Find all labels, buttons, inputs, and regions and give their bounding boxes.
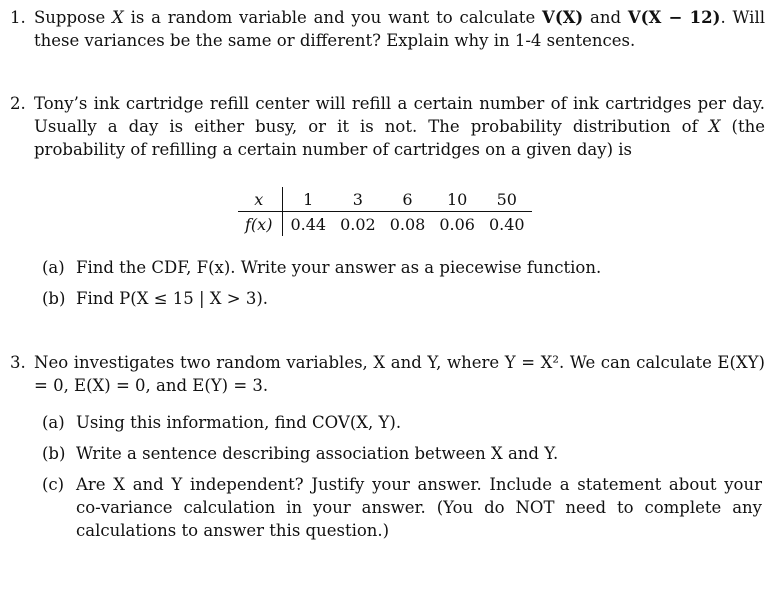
x-value: 1 (283, 187, 333, 212)
question-1-text (34, 6, 765, 52)
question-3-number: 3. (10, 353, 26, 372)
table-row-fx (238, 212, 532, 237)
part-label: (a) (42, 258, 65, 277)
question-3-part-c (42, 473, 762, 542)
part-text: Are X and Y independent? Justify your answer. Include a statement about your co-variance calculation in your answer. (You do NOT need to complete any calculations to answer this question.) (76, 475, 762, 540)
question-3-part-b (42, 442, 762, 465)
q1-text-4: . Will these variances be the same or different? Explain why in 1-4 sentences. (34, 8, 766, 50)
question-1-number: 1. (10, 8, 26, 27)
probability-table (238, 187, 532, 236)
x-value: 6 (383, 187, 433, 212)
x-value: 3 (333, 187, 383, 212)
question-3-text: Neo investigates two random variables, X and Y, where Y = X². We can calculate E(XY) = 0, E(X) = 0, and E(Y) = 3. (34, 353, 765, 395)
q1-text-3: and (583, 8, 628, 27)
q2-text-1: Tony’s ink cartridge refill center will refill a certain number of ink cartridges per day. Usually a day is either busy, or it is not. The probability distribution of (34, 94, 765, 136)
fx-value: 0.40 (488, 214, 525, 234)
part-text: Using this information, find COV(X, Y). (76, 413, 402, 432)
question-3-part-a (42, 411, 762, 434)
question-1 (10, 6, 765, 52)
q1-expr-v2: V(X − 12) (627, 8, 721, 27)
part-label: (b) (42, 289, 66, 308)
part-label: (a) (42, 413, 65, 432)
table-row-x (238, 187, 532, 212)
fx-value: 0.08 (389, 214, 426, 234)
part-text: Find the CDF, F(x). Write your answer as a piecewise function. (76, 258, 602, 277)
question-2-part-a (42, 256, 762, 279)
q2-text-2: (the probability of refilling a certain number of cartridges on a given day) is (34, 117, 765, 159)
row-label-fx: f(x) (238, 212, 283, 237)
fx-value: 0.02 (340, 214, 376, 234)
part-text: Find P(X ≤ 15 | X > 3). (76, 289, 269, 308)
q2-var-x: X (708, 117, 721, 136)
part-text: Write a sentence describing association between X and Y. (76, 444, 559, 463)
q1-var-x: X (112, 8, 124, 27)
q1-text-1: Suppose (34, 8, 113, 27)
part-label: (b) (42, 444, 66, 463)
x-value: 50 (482, 187, 532, 212)
part-label: (c) (42, 475, 65, 494)
question-2-text (34, 92, 765, 161)
row-label-x: x (238, 187, 283, 212)
q1-expr-v1: V(X) (542, 8, 584, 27)
question-3 (10, 351, 765, 397)
fx-value: 0.44 (290, 214, 327, 234)
fx-value: 0.06 (439, 214, 475, 234)
question-2-number: 2. (10, 94, 26, 113)
x-value: 10 (432, 187, 482, 212)
q1-text-2: is a random variable and you want to calculate (123, 8, 543, 27)
question-2-part-b (42, 287, 762, 310)
question-2 (10, 92, 765, 161)
